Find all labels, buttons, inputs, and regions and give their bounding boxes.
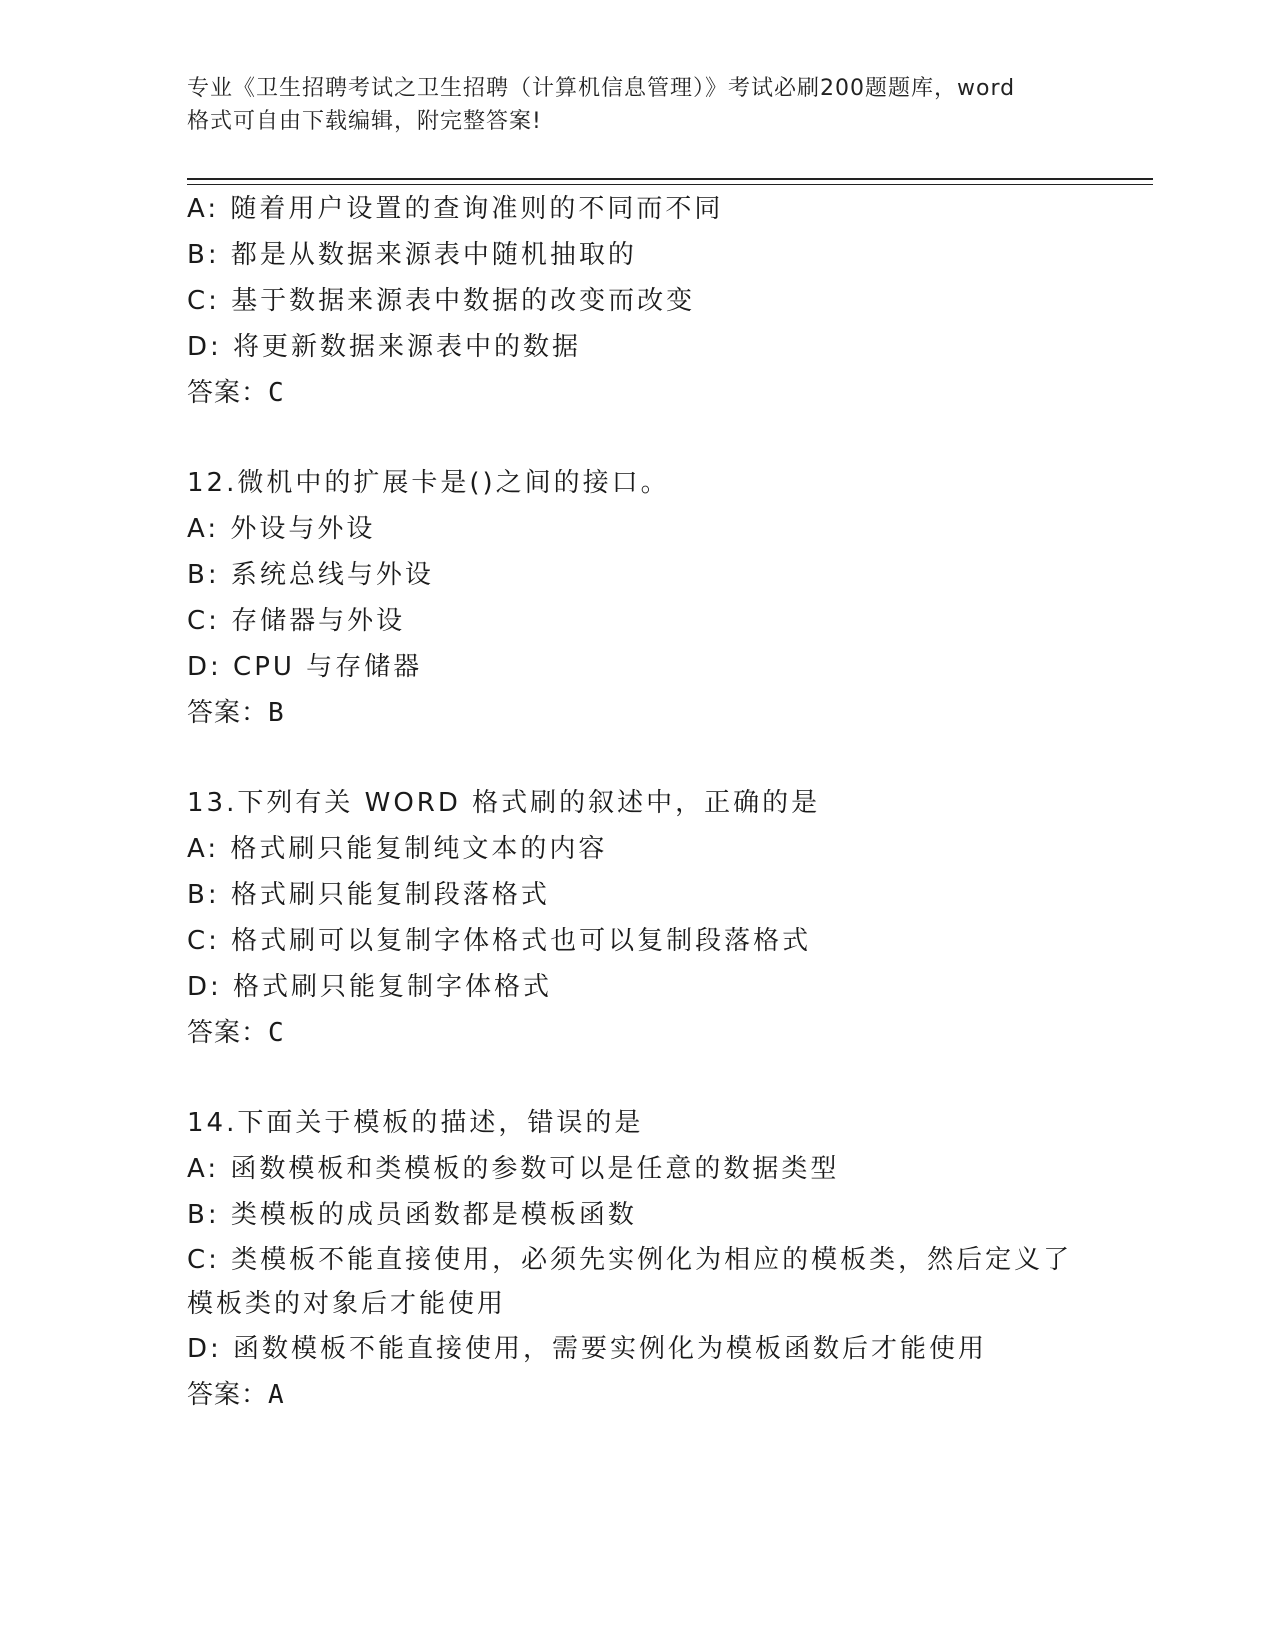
header-line-1: 专业《卫生招聘考试之卫生招聘（计算机信息管理）》考试必刷200题题库，word <box>187 76 1016 101</box>
question-title: 12.微机中的扩展卡是()之间的接口。 <box>187 468 670 498</box>
option-a: A: 外设与外设 <box>187 514 376 544</box>
option-a: A: 函数模板和类模板的参数可以是任意的数据类型 <box>187 1154 840 1184</box>
option-d: D: 格式刷只能复制字体格式 <box>187 972 553 1002</box>
answer-label: 答案： <box>187 378 269 408</box>
option-b: B: 类模板的成员函数都是模板函数 <box>187 1200 637 1230</box>
option-d: D: CPU 与存储器 <box>187 652 423 682</box>
option-b: B: 系统总线与外设 <box>187 560 434 590</box>
header-divider-thick <box>187 178 1153 180</box>
question-list <box>187 186 1087 1418</box>
question-block-12 <box>187 460 1087 736</box>
answer-value: C <box>268 378 285 408</box>
document-header <box>187 72 1087 138</box>
answer-value: A <box>268 1380 285 1410</box>
answer-label: 答案： <box>187 1018 269 1048</box>
question-block-11 <box>187 186 1087 416</box>
answer-line <box>187 1010 1087 1056</box>
answer-value: C <box>268 1018 285 1048</box>
option-c: C: 基于数据来源表中数据的改变而改变 <box>187 286 696 316</box>
answer-line <box>187 370 1087 416</box>
answer-line <box>187 1372 1087 1418</box>
question-block-14 <box>187 1100 1087 1418</box>
option-d: D: 函数模板不能直接使用，需要实例化为模板函数后才能使用 <box>187 1334 988 1364</box>
option-c: C: 类模板不能直接使用，必须先实例化为相应的模板类，然后定义了 <box>187 1245 1073 1275</box>
option-b: B: 格式刷只能复制段落格式 <box>187 880 550 910</box>
option-c: C: 格式刷可以复制字体格式也可以复制段落格式 <box>187 926 812 956</box>
option-a: A: 格式刷只能复制纯文本的内容 <box>187 834 608 864</box>
answer-line <box>187 690 1087 736</box>
answer-value: B <box>268 698 285 728</box>
option-d: D: 将更新数据来源表中的数据 <box>187 332 582 362</box>
option-c-continuation: 模板类的对象后才能使用 <box>187 1289 507 1319</box>
header-line-2: 格式可自由下载编辑，附完整答案! <box>187 109 542 134</box>
question-title: 13.下列有关 WORD 格式刷的叙述中，正确的是 <box>187 788 821 818</box>
answer-label: 答案： <box>187 698 269 728</box>
option-c: C: 存储器与外设 <box>187 606 406 636</box>
option-b: B: 都是从数据来源表中随机抽取的 <box>187 240 637 270</box>
header-divider-thin <box>187 184 1153 185</box>
option-a: A: 随着用户设置的查询准则的不同而不同 <box>187 194 724 224</box>
question-title: 14.下面关于模板的描述，错误的是 <box>187 1108 644 1138</box>
answer-label: 答案： <box>187 1380 269 1410</box>
question-block-13 <box>187 780 1087 1056</box>
